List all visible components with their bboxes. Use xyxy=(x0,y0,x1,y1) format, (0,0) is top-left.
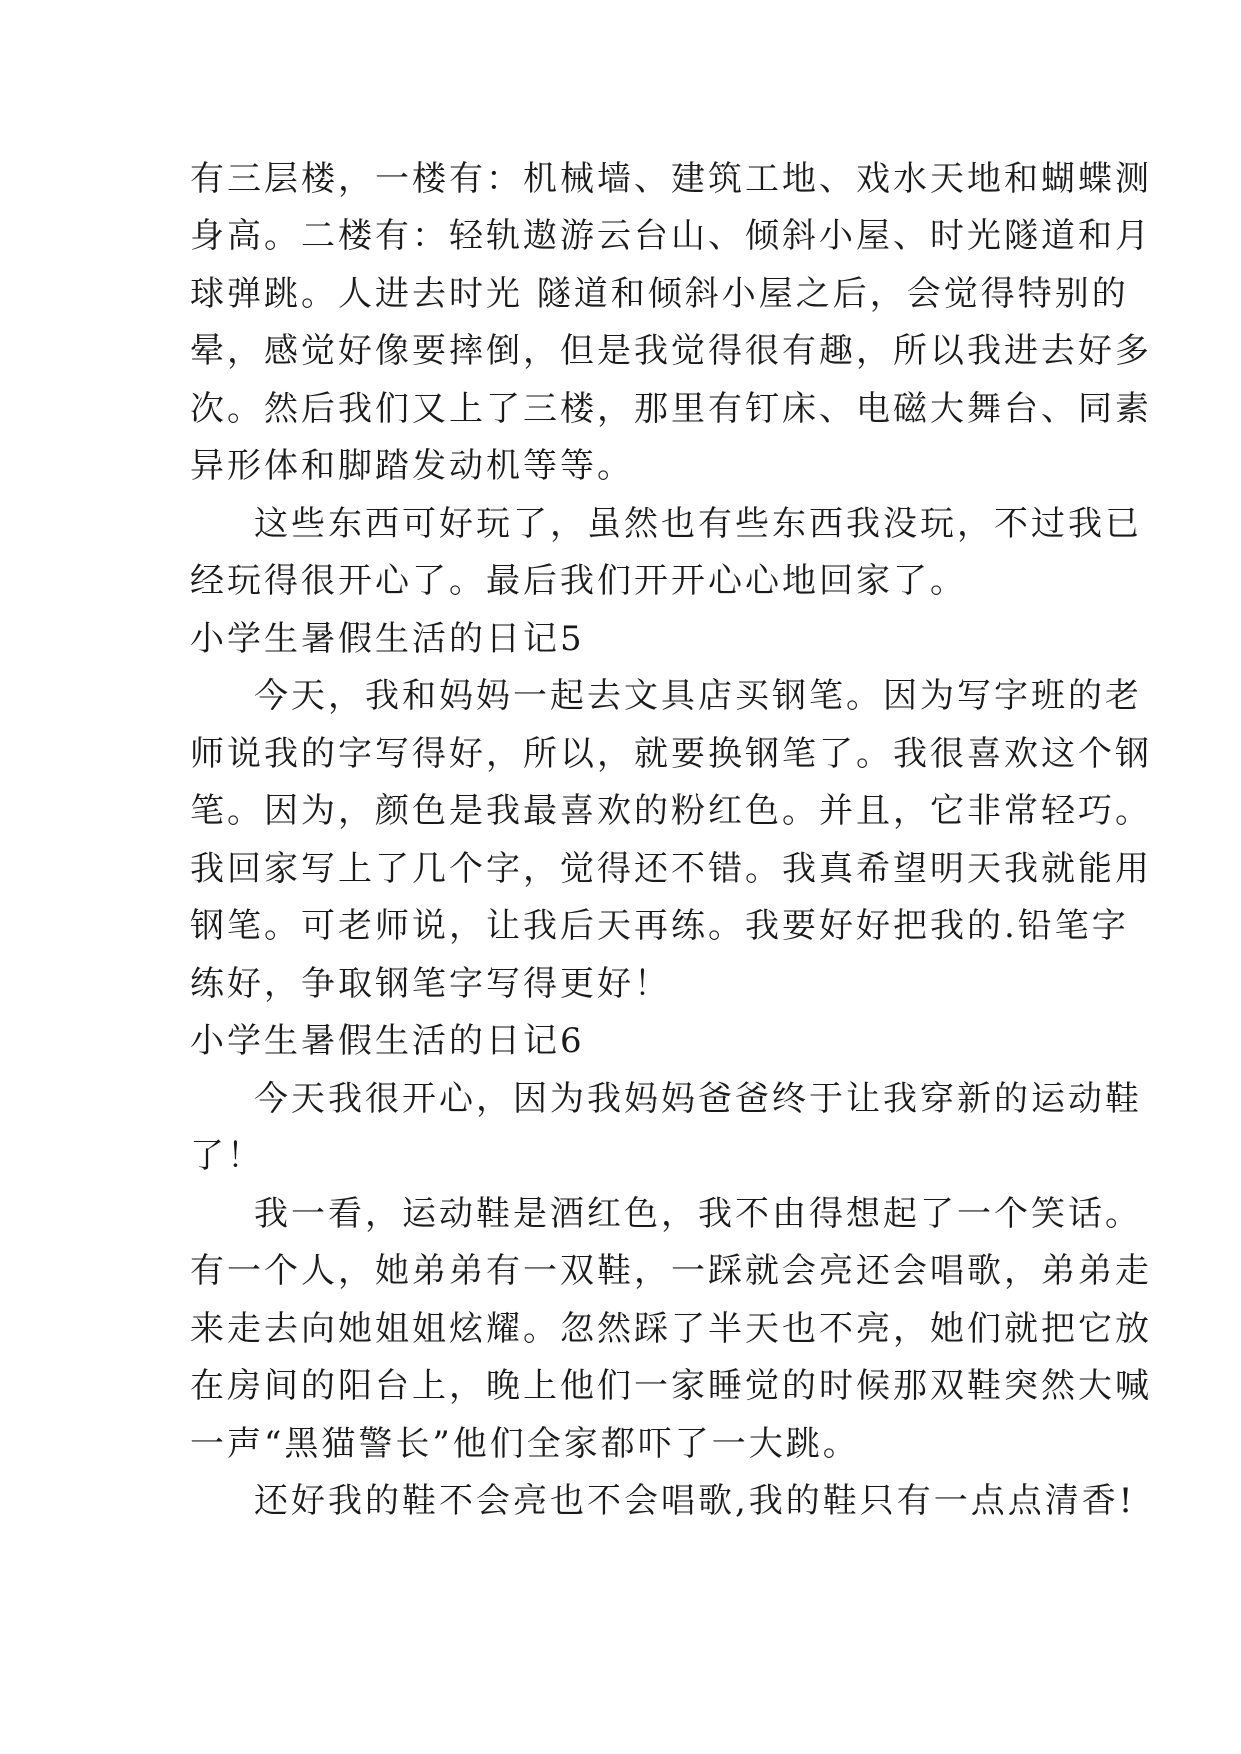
paragraph-line: 在房间的阳台上，晚上他们一家睡觉的时候那双鞋突然大喊 xyxy=(190,1366,1152,1406)
paragraph-line: 我一看，运动鞋是酒红色，我不由得想起了一个笑话。 xyxy=(254,1194,1142,1234)
paragraph-line: 身高。二楼有：轻轨遨游云台山、倾斜小屋、时光隧道和月 xyxy=(190,216,1152,256)
paragraph-line: 有一个人，她弟弟有一双鞋，一踩就会亮还会唱歌，弟弟走 xyxy=(190,1251,1152,1291)
paragraph-line: 有三层楼，一楼有：机械墙、建筑工地、戏水天地和蝴蝶测 xyxy=(190,159,1152,199)
paragraph-line: 晕，感觉好像要摔倒，但是我觉得很有趣，所以我进去好多 xyxy=(190,331,1152,371)
paragraph-line: 来走去向她姐姐炫耀。忽然踩了半天也不亮，她们就把它放 xyxy=(190,1309,1152,1349)
paragraph-line: 了！ xyxy=(190,1136,264,1176)
paragraph-line: 今天，我和妈妈一起去文具店买钢笔。因为写字班的老 xyxy=(254,676,1142,716)
paragraph-line: 还好我的鞋不会亮也不会唱歌,我的鞋只有一点点清香! xyxy=(254,1481,1136,1521)
section-heading: 小学生暑假生活的日记5 xyxy=(190,619,585,659)
paragraph-line: 今天我很开心，因为我妈妈爸爸终于让我穿新的运动鞋 xyxy=(254,1079,1142,1119)
paragraph-line: 这些东西可好玩了，虽然也有些东西我没玩，不过我已 xyxy=(254,504,1142,544)
paragraph-line: 次。然后我们又上了三楼，那里有钉床、电磁大舞台、同素 xyxy=(190,389,1152,429)
paragraph-line: 笔。因为，颜色是我最喜欢的粉红色。并且，它非常轻巧。 xyxy=(190,791,1152,831)
paragraph-line: 球弹跳。人进去时光 隧道和倾斜小屋之后，会觉得特别的 xyxy=(190,274,1129,314)
paragraph-line: 钢笔。可老师说，让我后天再练。我要好好把我的.铅笔字 xyxy=(190,906,1129,946)
paragraph-line: 异形体和脚踏发动机等等。 xyxy=(190,446,634,486)
paragraph-line: 我回家写上了几个字，觉得还不错。我真希望明天我就能用 xyxy=(190,849,1152,889)
section-heading: 小学生暑假生活的日记6 xyxy=(190,1021,585,1061)
paragraph-line: 一声“黑猫警长”他们全家都吓了一大跳。 xyxy=(190,1424,860,1464)
paragraph-line: 师说我的字写得好，所以，就要换钢笔了。我很喜欢这个钢 xyxy=(190,734,1152,774)
paragraph-line: 练好，争取钢笔字写得更好！ xyxy=(190,964,671,1004)
paragraph-line: 经玩得很开心了。最后我们开开心心地回家了。 xyxy=(190,561,967,601)
